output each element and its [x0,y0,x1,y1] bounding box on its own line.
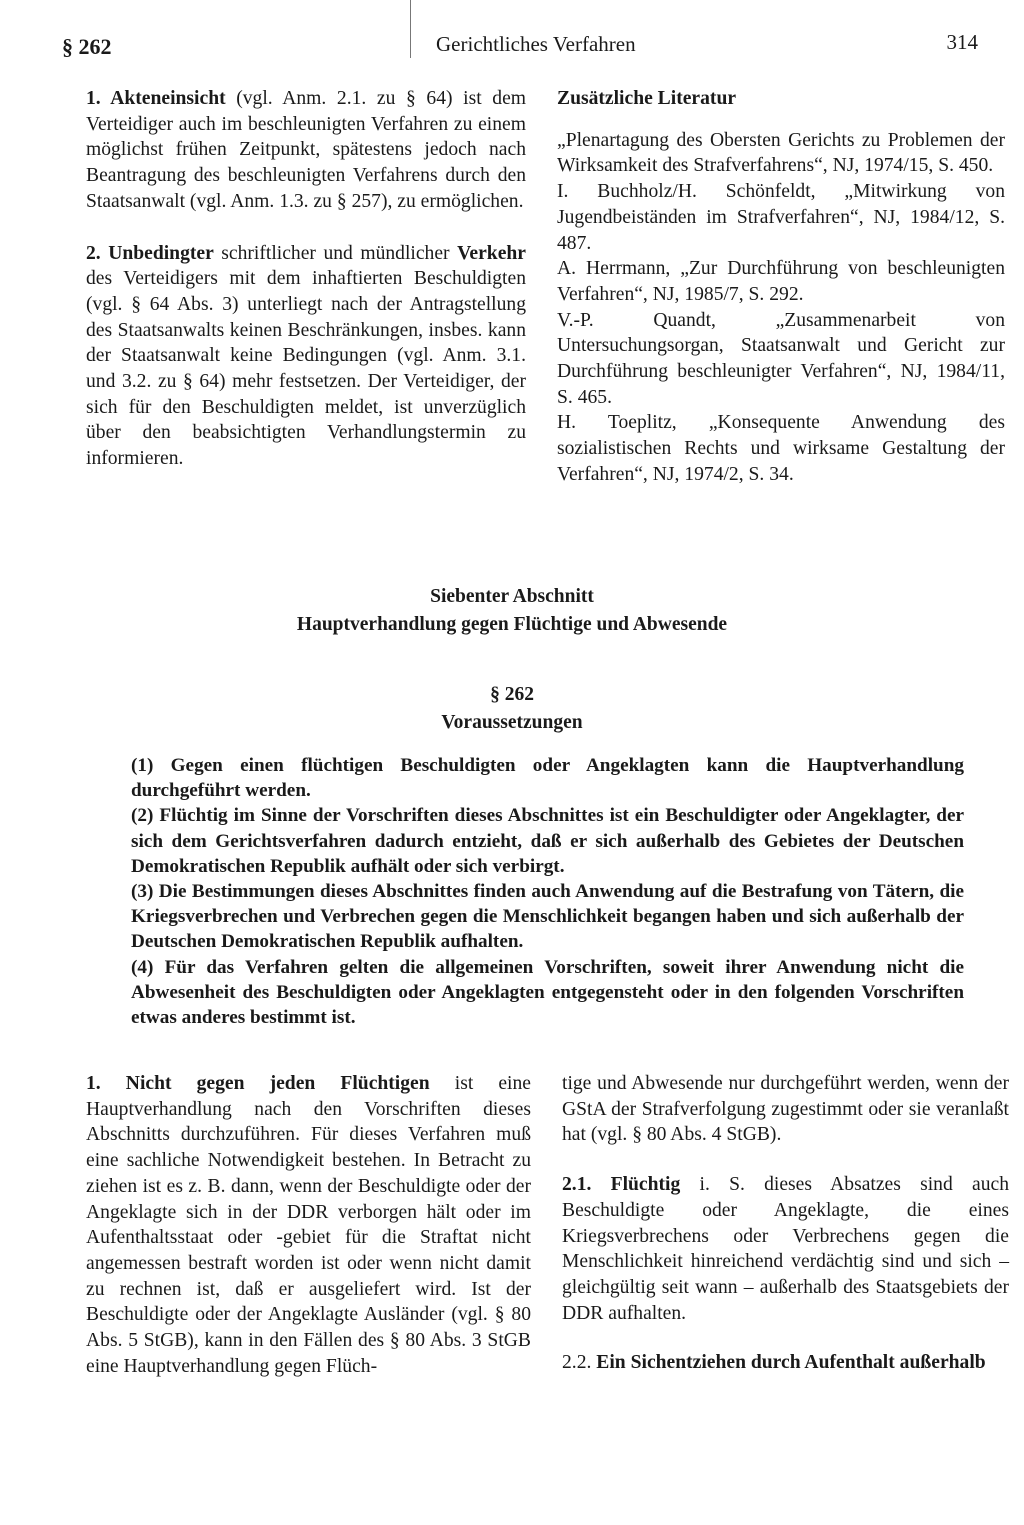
paragraph-heading [0,681,1024,737]
note-2-mid: schriftlicher und mündlicher [213,242,458,264]
annotation-2-2-number: 2.2. [562,1352,592,1374]
annotation-1-lead: 1. Nicht gegen jeden Flüchtigen [86,1073,430,1094]
paragraph-title: Voraussetzungen [441,712,583,733]
note-1-text: (vgl. Anm. 2.1. zu § 64) ist dem Verteidiger auch im beschleunigten Verfahren zu einem möglichst frühen Zeitpunkt, spätestens jedoch nach Beantragung des beschleunigten Verfahrens durch den Staatsanwalt (vgl. Anm. 1.3. zu § 257), zu ermöglichen. [86,88,527,212]
annotation-2-1-text: i. S. dieses Absatzes sind auch Beschuldigte oder Angeklagte, die eines Kriegsverbrechens oder Verbrechens gegen die Menschlichkeit hinreichend verdächtig sind und sich – gleichgültig seit wann – außerhalb des Staatsgebiets der DDR aufhalten. [562,1174,1009,1324]
statute-subsection-2: (2) Flüchtig im Sinne der Vorschriften dieses Abschnittes ist ein Beschuldigter oder Angeklagter, der sich dem Gerichtsverfahren dadurch entzieht, daß er sich außerhalb des Gebietes der Deutschen Demokratischen Republik aufhält oder sich verbirgt. [131,805,964,877]
literature-item: I. Buchholz/H. Schönfeldt, „Mitwirkung von Jugendbeiständen im Strafverfahren“, NJ, 1984/12, S. 487. [557,181,1005,254]
note-1-akteneinsicht [86,86,526,215]
page-number: 314 [946,30,978,54]
literature-item: V.-P. Quandt, „Zusammenarbeit von Untersuchungsorgan, Staatsanwalt und Gericht zur Durchführung beschleunigter Verfahren“, NJ, 1984/11, S. 465. [557,309,1005,408]
annotation-2-2-lead: Ein Sichentziehen durch Aufenthalt außerhalb [591,1352,986,1374]
literature-item: H. Toeplitz, „Konsequente Anwendung des sozialistischen Rechts und wirksame Gestaltung der Verfahren“, NJ, 1974/2, S. 34. [557,412,1005,485]
literature-item: „Plenartagung des Obersten Gerichts zu Problemen der Wirksamkeit des Strafverfahrens“, NJ, 1974/15, S. 450. [557,129,1005,177]
statute-subsection-3: (3) Die Bestimmungen dieses Abschnittes finden auch Anwendung auf die Bestrafung von Tätern, die Kriegsverbrechen und Verbrechen gegen die Menschlichkeit begangen haben und sich außerhalb der Deutschen Demokratischen Republik aufhalten. [131,881,964,953]
annotation-2-1 [562,1172,1009,1326]
commentary-right-column [562,1071,1009,1376]
section-number: Siebenter Abschnitt [430,586,594,607]
literature-title: Zusätzliche Literatur [557,88,737,109]
paragraph-number: § 262 [490,684,534,705]
note-2-text: des Verteidigers mit dem inhaftierten Beschuldigten (vgl. § 64 Abs. 3) unterliegt nach der Antragstellung des Staatsanwalts keinen Beschränkungen, insbes. kann der Staatsanwalt keine Bedingungen (vgl. Anm. 3.1. und 3.2. zu § 64) mehr festsetzen. Der Verteidiger, der sich für den Beschuldigten meldet, ist unverzüglich über den beabsichtigten Verhandlungstermin zu informieren. [86,268,526,470]
annotation-2-1-lead: 2.1. Flüchtig [562,1174,681,1196]
commentary-left-column [86,1071,531,1379]
commentary-previous-section [86,86,526,472]
note-1-lead: 1. Akteneinsicht [86,88,226,109]
additional-literature [557,86,1005,488]
note-2-lead-a: 2. Unbedingter [86,242,214,264]
annotation-1-text: ist eine Hauptverhandlung nach den Vorschriften dieses Abschnitts durchzuführen. Für dieses Verfahren muß eine sachliche Notwendigkeit bestehen. In Betracht zu ziehen ist es z. B. dann, wenn der Beschuldigte oder der Angeklagte sich in der DDR verborgen hält oder im Aufenthaltsstaat oder -gebiet für die Straftat nicht angemessen bestraft worden ist oder wenn nicht damit zu rechnen ist, daß er ausgeliefert wird. Ist der Beschuldigte oder der Angeklagte Ausländer (vgl. § 80 Abs. 5 StGB), kann in den Fällen des § 80 Abs. 3 StGB eine Hauptverhandlung gegen Flüch- [86,1073,531,1377]
annotation-1-continued: tige und Abwesende nur durchgeführt werden, wenn der GStA der Strafverfolgung zugestimmt oder sie veranlaßt hat (vgl. § 80 Abs. 4 StGB). [562,1073,1009,1146]
note-2-lead-b: Verkehr [457,242,526,264]
statute-text [131,753,964,1030]
header-section-number: § 262 [62,34,112,59]
statute-subsection-4: (4) Für das Verfahren gelten die allgemeinen Vorschriften, soweit ihrer Anwendung nicht die Abwesenheit des Beschuldigten oder Angeklagten entgegensteht oder in den folgenden Vorschriften etwas anderes bestimmt ist. [131,956,964,1029]
annotation-2-2 [562,1350,1009,1376]
section-heading [0,583,1024,639]
header-title: Gerichtliches Verfahren [436,32,636,56]
header-divider [410,0,411,58]
statute-subsection-1: (1) Gegen einen flüchtigen Beschuldigten oder Angeklagten kann die Hauptverhandlung durchgeführt werden. [131,755,964,802]
note-2-verkehr [86,241,526,472]
literature-item: A. Herrmann, „Zur Durchführung von beschleunigten Verfahren“, NJ, 1985/7, S. 292. [557,258,1005,305]
section-title: Hauptverhandlung gegen Flüchtige und Abwesende [296,614,728,635]
annotation-1 [86,1071,531,1379]
